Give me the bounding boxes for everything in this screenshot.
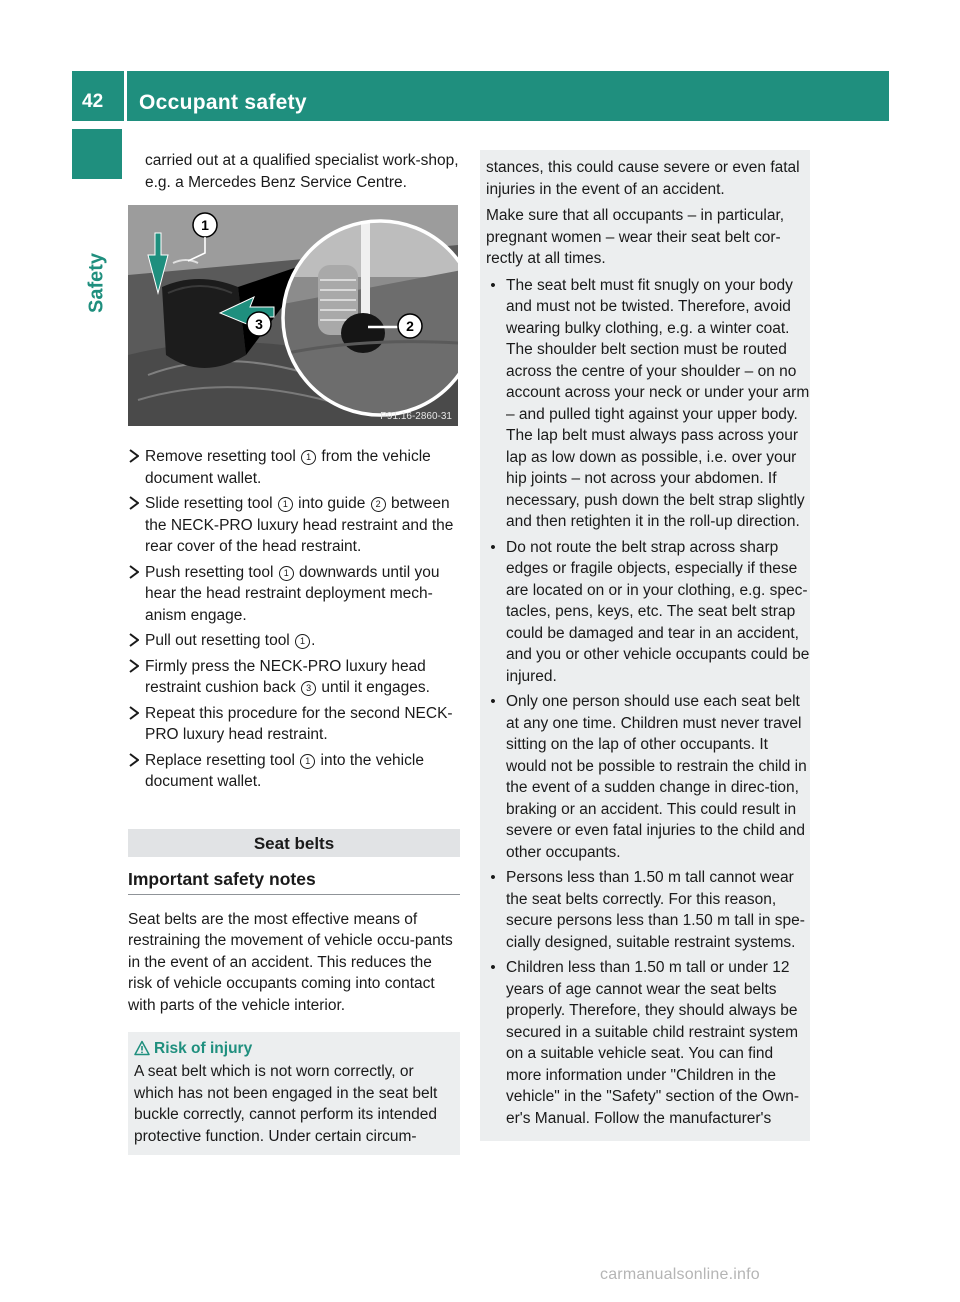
seat-belts-paragraph: Seat belts are the most effective means of restraining the movement of vehicle occu-pants in the event of an accident. This reduces the risk of vehicle occupants coming into contact with parts of the vehicle interior. (128, 910, 453, 1014)
bullet-item: • Only one person should use each seat belt at any one time. Children must never travel sitting on the lap of other occupants. It would not be possible to restrain the child in the event of a sudden change in direc-tion, braking or an accident. This could result in severe or even fatal injuries to the child and other occupants. (486, 691, 810, 863)
step-arrow-icon (129, 633, 139, 647)
steps-list (128, 446, 460, 793)
footer-watermark: carmanualsonline.info (600, 1266, 760, 1283)
right-column-warning-continued (480, 150, 810, 1141)
section-title: Occupant safety (139, 91, 307, 114)
callout-ref: 1 (278, 497, 293, 512)
bullet-dot-icon: • (490, 538, 496, 556)
callout-3 (247, 312, 271, 336)
bullet-dot-icon: • (490, 869, 496, 886)
bullet-item: • Persons less than 1.50 m tall cannot wear the seat belts correctly. For this reason, secure persons less than 1.50 m tall in spe-cially designed, suitable restraint systems. (486, 867, 810, 953)
step-arrow-icon (129, 706, 139, 720)
side-tab-label: Safety (85, 252, 108, 314)
bullet-dot-icon: • (490, 959, 496, 976)
step-arrow-icon (129, 753, 139, 767)
callout-ref: 1 (300, 754, 315, 769)
step-item: Slide resetting tool 1 into guide 2 between the NECK-PRO luxury head restraint and the rear cover of the head restraint. (128, 493, 460, 558)
bullet-item: • Children less than 1.50 m tall or under 12 years of age cannot wear the seat belts properly. Therefore, they should always be secured in a suitable child restraint system on a suitable vehicle seat. You can find more information under "Children in the vehicle" in the "Safety" section of the Own-er's Manual. Follow the manufacturer's (486, 957, 810, 1129)
callout-ref: 1 (295, 634, 310, 649)
side-tab[interactable] (72, 228, 122, 338)
callout-2 (398, 314, 422, 338)
warning-title: Risk of injury (154, 1040, 253, 1057)
left-column (128, 150, 460, 1155)
callout-ref: 1 (279, 566, 294, 581)
right-paragraph-2: Make sure that all occupants – in particular, pregnant women – wear their seat belt cor-rectly at all times. (486, 207, 785, 267)
step-item: Remove resetting tool 1 from the vehicle document wallet. (128, 446, 460, 489)
bullet-item: • Do not route the belt strap across sharp edges or fragile objects, especially if these are located on or in your clothing, e.g. spec-tacles, pens, keys, etc. The seat belt strap could be damaged and tear in an accident, and you or other vehicle occupants could be injured. (486, 537, 810, 688)
warning-text: A seat belt which is not worn correctly, or which has not been engaged in the seat belt buckle correctly, cannot perform its intended protective function. Under certain circum- (134, 1063, 438, 1145)
step-arrow-icon (129, 659, 139, 673)
step-item: Replace resetting tool 1 into the vehicle document wallet. (128, 750, 460, 793)
svg-text:3: 3 (255, 316, 263, 332)
side-tab-marker (72, 129, 122, 179)
callout-ref: 3 (301, 681, 316, 696)
svg-text:1: 1 (201, 217, 209, 233)
callout-ref: 1 (301, 450, 316, 465)
seat-belts-heading: Seat belts (128, 829, 460, 857)
warning-box (128, 1032, 460, 1155)
callout-ref: 2 (371, 497, 386, 512)
warning-triangle-icon (134, 1040, 150, 1056)
head-restraint-figure (128, 205, 458, 426)
svg-text:2: 2 (406, 318, 414, 334)
header-divider (124, 71, 127, 121)
step-item: Push resetting tool 1 downwards until you hear the head restraint deployment mech-anism engage. (128, 562, 460, 627)
step-item: Repeat this procedure for the second NECK-PRO luxury head restraint. (128, 703, 460, 746)
important-safety-notes-heading: Important safety notes (128, 867, 460, 895)
step-item: Pull out resetting tool 1 . (128, 630, 460, 652)
intro-paragraph: carried out at a qualified specialist work-shop, e.g. a Mercedes Benz Service Centre. (145, 152, 459, 191)
step-arrow-icon (129, 449, 139, 463)
figure-code: P91.16-2860-31 (380, 411, 452, 422)
bullet-dot-icon: • (490, 693, 496, 710)
bullet-item: • The seat belt must fit snugly on your body and must not be twisted. Therefore, avoid wearing bulky clothing, e.g. a winter coat. The shoulder belt section must be routed across the centre of your shoulder – on no account across your neck or under your arm – and pulled tight against your upper body. The lap belt must always pass across your lap as low down as possible, i.e. over your hip joints – not across your abdomen. If necessary, push down the belt strap slightly and then retighten it in the roll-up direction. (486, 275, 810, 533)
step-arrow-icon (129, 565, 139, 579)
step-arrow-icon (129, 496, 139, 510)
right-paragraph-1: stances, this could cause severe or even fatal injuries in the event of an accident. (486, 159, 800, 198)
step-item: Firmly press the NECK-PRO luxury head restraint cushion back 3 until it engages. (128, 656, 460, 699)
page-number: 42 (82, 91, 104, 112)
warning-heading (134, 1039, 452, 1059)
bullet-dot-icon: • (490, 276, 496, 294)
